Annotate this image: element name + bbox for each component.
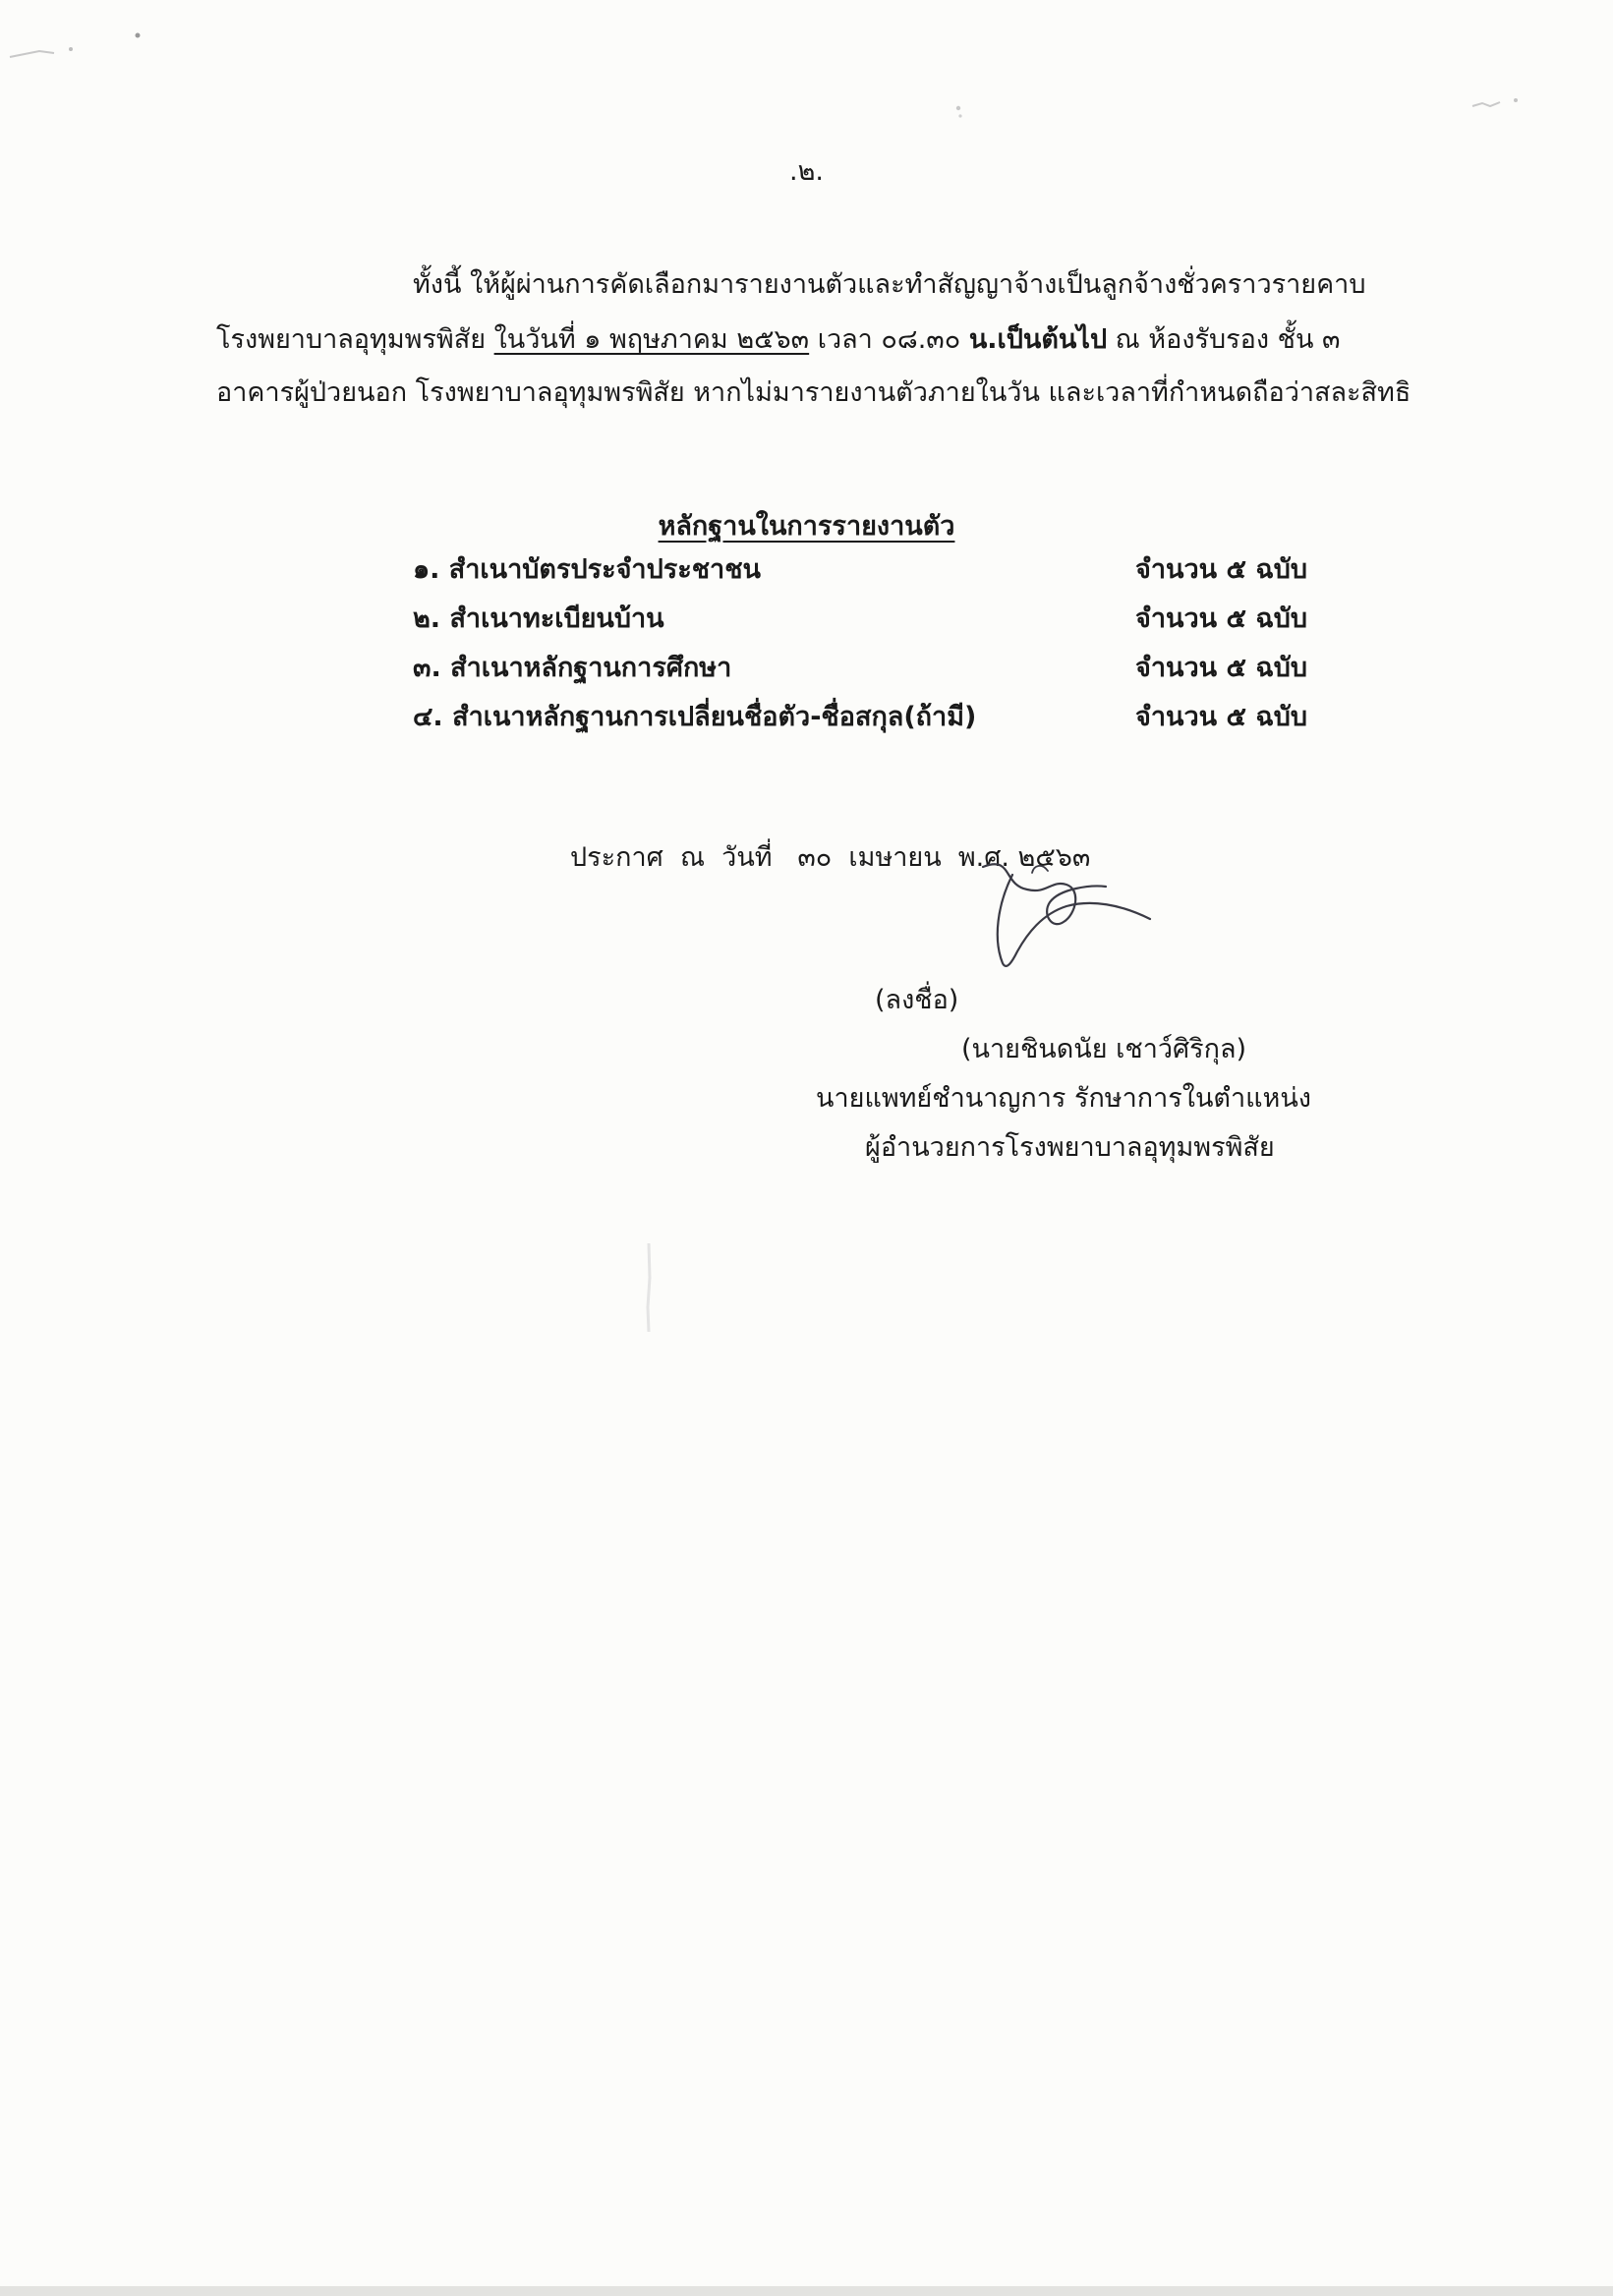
paragraph-line-2 — [216, 322, 1340, 358]
handwritten-signature — [973, 845, 1170, 973]
signatory-position: นายแพทย์ชำนาญการ รักษาการในตำแหน่ง — [816, 1083, 1311, 1114]
evidence-item-quantity: จำนวน ๕ ฉบับ — [1135, 554, 1307, 585]
announcement-date: ประกาศ ณ วันที่ ๓๐ เมษายน พ.ศ. ๒๕๖๓ — [570, 842, 1091, 873]
evidence-item-text: ๔. สำเนาหลักฐานการเปลี่ยนชื่อตัว-ชื่อสกุล(ถ้ามี) — [413, 702, 977, 732]
start-note: น.เป็นต้นไป — [968, 324, 1108, 355]
evidence-item-quantity: จำนวน ๕ ฉบับ — [1135, 603, 1307, 634]
scan-artifact — [1465, 88, 1543, 118]
hospital-name: โรงพยาบาลอุทุมพรพิสัย — [216, 324, 494, 355]
evidence-item-text: ๒. สำเนาทะเบียนบ้าน — [413, 603, 664, 634]
evidence-item-quantity: จำนวน ๕ ฉบับ — [1135, 653, 1307, 683]
scan-artifact — [0, 29, 157, 69]
paragraph-line-1: ทั้งนี้ ให้ผู้ผ่านการคัดเลือกมารายงานตัวและทำสัญญาจ้างเป็นลูกจ้างชั่วคราวรายคาบ — [413, 269, 1366, 300]
page-bottom-edge — [0, 2286, 1613, 2296]
scan-artifact — [639, 1238, 659, 1337]
signatory-name: (นายชินดนัย เชาว์ศิริกุล) — [961, 1034, 1247, 1064]
report-location: ณ ห้องรับรอง ชั้น ๓ — [1107, 324, 1341, 355]
signatory-position-title: ผู้อำนวยการโรงพยาบาลอุทุมพรพิสัย — [865, 1132, 1275, 1163]
report-time: เวลา ๐๘.๓๐ — [809, 324, 969, 355]
page-number: .๒. — [789, 156, 824, 187]
report-date: ในวันที่ ๑ พฤษภาคม ๒๕๖๓ — [493, 324, 810, 355]
sign-label: (ลงชื่อ) — [875, 985, 959, 1015]
scan-artifact — [949, 98, 968, 128]
evidence-item-quantity: จำนวน ๕ ฉบับ — [1135, 702, 1307, 732]
evidence-item-text: ๓. สำเนาหลักฐานการศึกษา — [413, 653, 732, 683]
evidence-item-text: ๑. สำเนาบัตรประจำประชาชน — [413, 554, 761, 585]
paragraph-line-3: อาคารผู้ป่วยนอก โรงพยาบาลอุทุมพรพิสัย หากไม่มารายงานตัวภายในวัน และเวลาที่กำหนดถือว่าสละสิทธิ — [216, 377, 1411, 408]
evidence-heading: หลักฐานในการรายงานตัว — [658, 511, 955, 542]
